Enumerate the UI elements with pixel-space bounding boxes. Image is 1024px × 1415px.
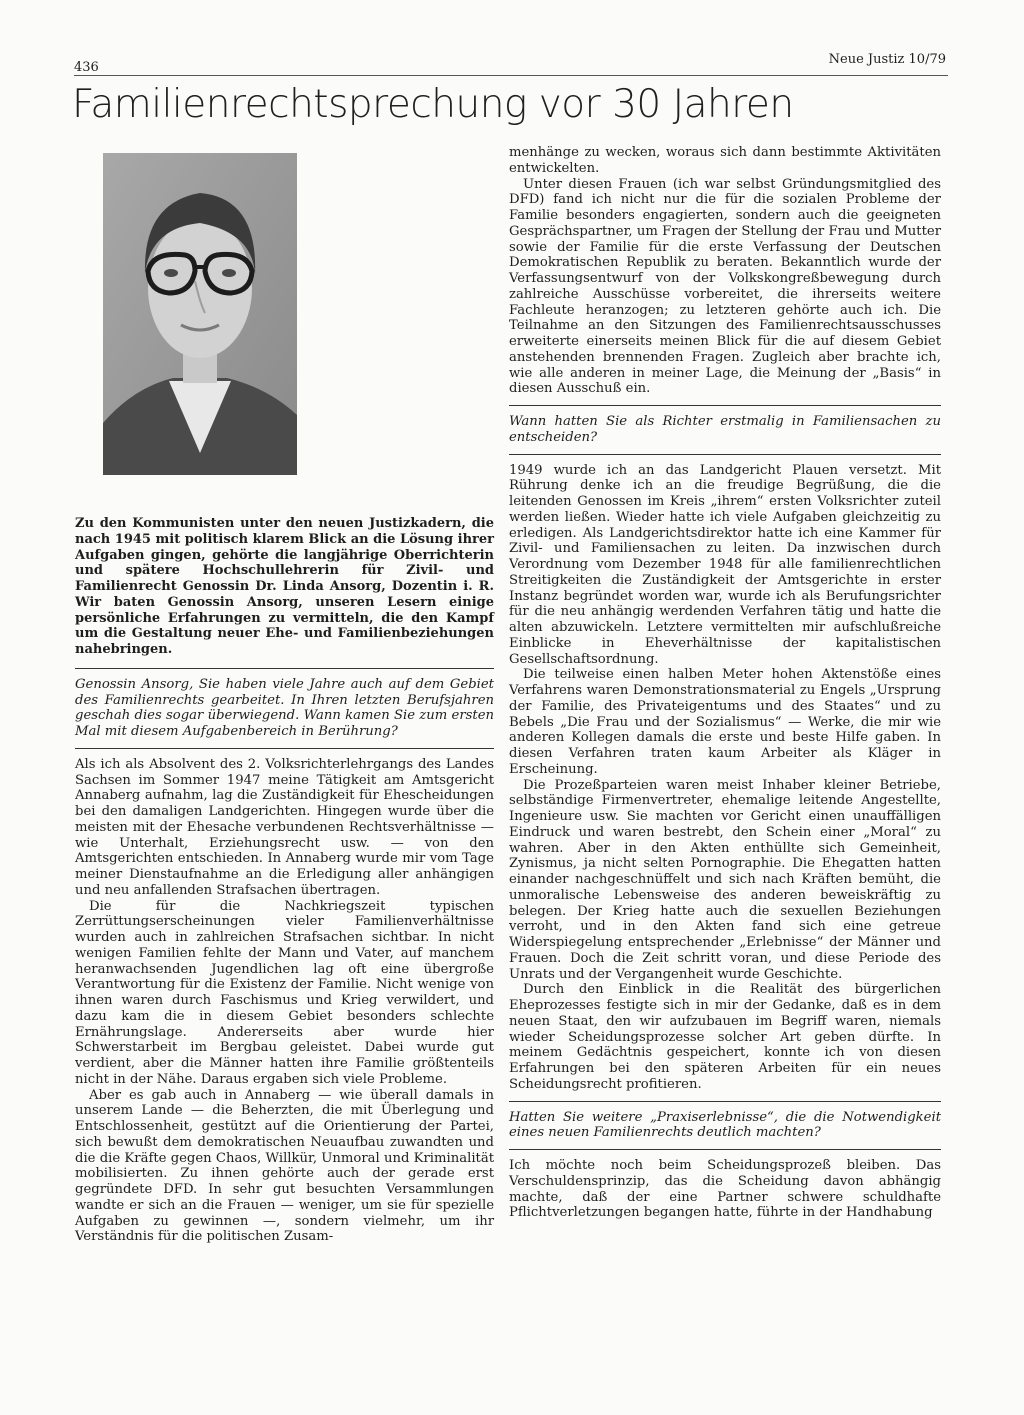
page-number: 436 [74, 60, 99, 75]
interview-question: Genossin Ansorg, Sie haben viele Jahre auch auf dem Gebiet des Familienrechts gearbeitet. In Ihren letzten Berufsjahren geschah dies sogar überwiegend. Wann kamen Sie zum ersten Mal mit diesem Aufgabenbereich in Berührung? [75, 676, 494, 739]
portrait-photo-drawing [103, 153, 297, 475]
body-paragraph: Als ich als Absolvent des 2. Volksrichterlehrgangs des Landes Sachsen im Sommer 1947 meine Tätigkeit am Amtsgericht Annaberg aufnahm, lag die Zuständigkeit für Ehescheidungen bei den damaligen Landgerichten. Hingegen wurde über die meisten mit der Ehesache verbundenen Rechtsverhältnisse — wie Unterhalt, Erziehungsrecht usw. — von den Amtsgerichten entschieden. In Annaberg wurde mir vom Tage meiner Dienstaufnahme an die Erledigung aller anhängigen und neu anfallenden Strafsachen übertragen. [75, 756, 494, 898]
body-paragraph: Die für die Nachkriegszeit typischen Zerrüttungserscheinungen vieler Familienverhältnisse wurden auch in zahlreichen Strafsachen sichtbar. In nicht wenigen Familien fehlte der Mann und Vater, auf manchem heranwachsenden Jugendlichen lag oft eine übergroße Verantwortung für die Existenz der Familie. Nicht wenige von ihnen waren durch Faschismus und Krieg verwildert, und dazu kam die in diesem Gebiet besonders schlechte Ernährungslage. Andererseits aber wurde hier Schwerstarbeit im Bergbau geleistet. Dabei wurde gut verdient, aber die Männer hatten ihre Familie größtenteils nicht in der Nähe. Daraus ergaben sich viele Probleme. [75, 898, 494, 1087]
divider [509, 454, 941, 455]
body-paragraph: Die teilweise einen halben Meter hohen Aktenstöße eines Verfahrens waren Demonstrationsmaterial zu Engels „Ursprung der Familie, des Privateigentums und des Staates“ und zu Bebels „Die Frau und der Sozialismus“ — Werke, die mir wie anderen Kollegen damals die erste und beste Hilfe gaben. In diesen Verfahren traten kaum Arbeiter als Kläger in Erscheinung. [509, 667, 941, 777]
lead-paragraph: Zu den Kommunisten unter den neuen Justizkadern, die nach 1945 mit politisch klarem Blick an die Lösung ihrer Aufgaben gingen, gehörte die langjährige Oberrichterin und spätere Hochschullehrerin für Zivil- und Familienrecht Genossin Dr. Linda Ansorg, Dozentin i. R. Wir baten Genossin Ansorg, unseren Lesern einige persönliche Erfahrungen zu vermitteln, die den Kampf um die Gestaltung neuer Ehe- und Familienbeziehungen nahebringen. [75, 516, 494, 657]
header-rule [74, 75, 948, 76]
left-column [75, 516, 494, 1245]
interview-question: Hatten Sie weitere „Praxiserlebnisse“, die die Notwendigkeit eines neuen Familienrechts deutlich machten? [509, 1109, 941, 1141]
divider [75, 748, 494, 749]
portrait-photo [103, 153, 297, 475]
journal-name: Neue Justiz 10/79 [828, 52, 946, 67]
divider [509, 1101, 941, 1102]
divider [509, 1149, 941, 1150]
divider [509, 405, 941, 406]
body-paragraph: Durch den Einblick in die Realität des bürgerlichen Eheprozesses festigte sich in mir der Gedanke, daß es in dem neuen Staat, den wir aufzubauen im Begriff waren, niemals wieder Scheidungsprozesse solcher Art geben dürfte. In meinem Gedächtnis gespeichert, konnte ich von diesen Erfahrungen bei den späteren Arbeiten für ein neues Scheidungsrecht profitieren. [509, 982, 941, 1092]
body-paragraph: Ich möchte noch beim Scheidungsprozeß bleiben. Das Verschuldensprinzip, das die Scheidung davon abhängig machte, daß der eine Partner schwere schuldhafte Pflichtverletzungen begangen hatte, führte in der Handhabung [509, 1158, 941, 1221]
body-paragraph: Die Prozeßparteien waren meist Inhaber kleiner Betriebe, selbständige Firmenvertreter, ehemalige leitende Angestellte, Ingenieure usw. Sie machten vor Gericht einen unauffälligen Eindruck und waren bestrebt, den Schein einer „Moral“ zu wahren. Aber in den Akten enthüllte sich Gemeinheit, Zynismus, ja nicht selten Pornographie. Die Ehegatten hatten einander nachgeschnüffelt und sich nach Kräften bemüht, die unmoralische Lebensweise des anderen beweiskräftig zu belegen. Der Krieg hatte auch die sexuellen Beziehungen verroht, und in den Akten fand sich eine getreue Widerspiegelung entsprechender „Erlebnisse“ der Männer und Frauen. Doch die Zeit schritt voran, und diese Periode des Unrats und der Vergangenheit wurde Geschichte. [509, 777, 941, 982]
interview-question: Wann hatten Sie als Richter erstmalig in Familiensachen zu entscheiden? [509, 414, 941, 445]
divider [75, 668, 494, 669]
body-paragraph: Aber es gab auch in Annaberg — wie überall damals in unserem Lande — die Beherzten, die mit Überlegung und Entschlossenheit, gestützt auf die Orientierung der Partei, sich bewußt dem demokratischen Neuaufbau zuwandten und die die Kräfte gegen Chaos, Willkür, Unmoral und Kriminalität mobilisierten. Zu ihnen gehörte auch der gerade erst gegründete DFD. In sehr gut besuchten Versammlungen wandte er sich an die Frauen — weniger, um sie für spezielle Aufgaben zu gewinnen —, sondern vielmehr, um ihr Verständnis für die politischen Zusam- [75, 1087, 494, 1245]
right-column [509, 145, 941, 1221]
article-title: Familienrechtsprechung vor 30 Jahren [72, 82, 794, 127]
body-paragraph: menhänge zu wecken, woraus sich dann bestimmte Aktivitäten entwickelten. [509, 145, 941, 176]
body-paragraph: 1949 wurde ich an das Landgericht Plauen versetzt. Mit Rührung denke ich an die freudige Begrüßung, die die leitenden Genossen im Kreis „ihrem“ ersten Volksrichter zuteil werden ließen. Wieder hatte ich viele Aufgaben gleichzeitig zu erledigen. Als Landgerichtsdirektor hatte ich eine Kammer für Zivil- und Familiensachen zu leiten. Da inzwischen durch Verordnung vom Dezember 1948 für alle familienrechtlichen Streitigkeiten die Zuständigkeit der Amtsgerichte in erster Instanz begründet worden war, wurde ich als Berufungsrichter für die neu anhängig werdenden Verfahren tätig und hatte die alten abzuwickeln. Letztere vermittelten mir aufschlußreiche Einblicke in Eheverhältnisse der kapitalistischen Gesellschaftsordnung. [509, 462, 941, 667]
body-paragraph: Unter diesen Frauen (ich war selbst Gründungsmitglied des DFD) fand ich nicht nur die für die sozialen Probleme der Familie besonders engagierten, sondern auch die geeigneten Gesprächspartner, um Fragen der Stellung der Frau und Mutter sowie der Familie für die erste Verfassung der Deutschen Demokratischen Republik zu beraten. Bekanntlich wurde der Verfassungsentwurf von der Volkskongreßbewegung durch zahlreiche Ausschüsse vorbereitet, die ihrerseits weitere Fachleute heranzogen; zu letzteren gehörte auch ich. Die Teilnahme an den Sitzungen des Familienrechtsausschusses erweiterte einerseits meinen Blick für die auf diesem Gebiet anstehenden brennenden Fragen. Zugleich aber brachte ich, wie alle anderen in meiner Lage, die Meinung der „Basis“ in diesen Ausschuß ein. [509, 176, 941, 397]
